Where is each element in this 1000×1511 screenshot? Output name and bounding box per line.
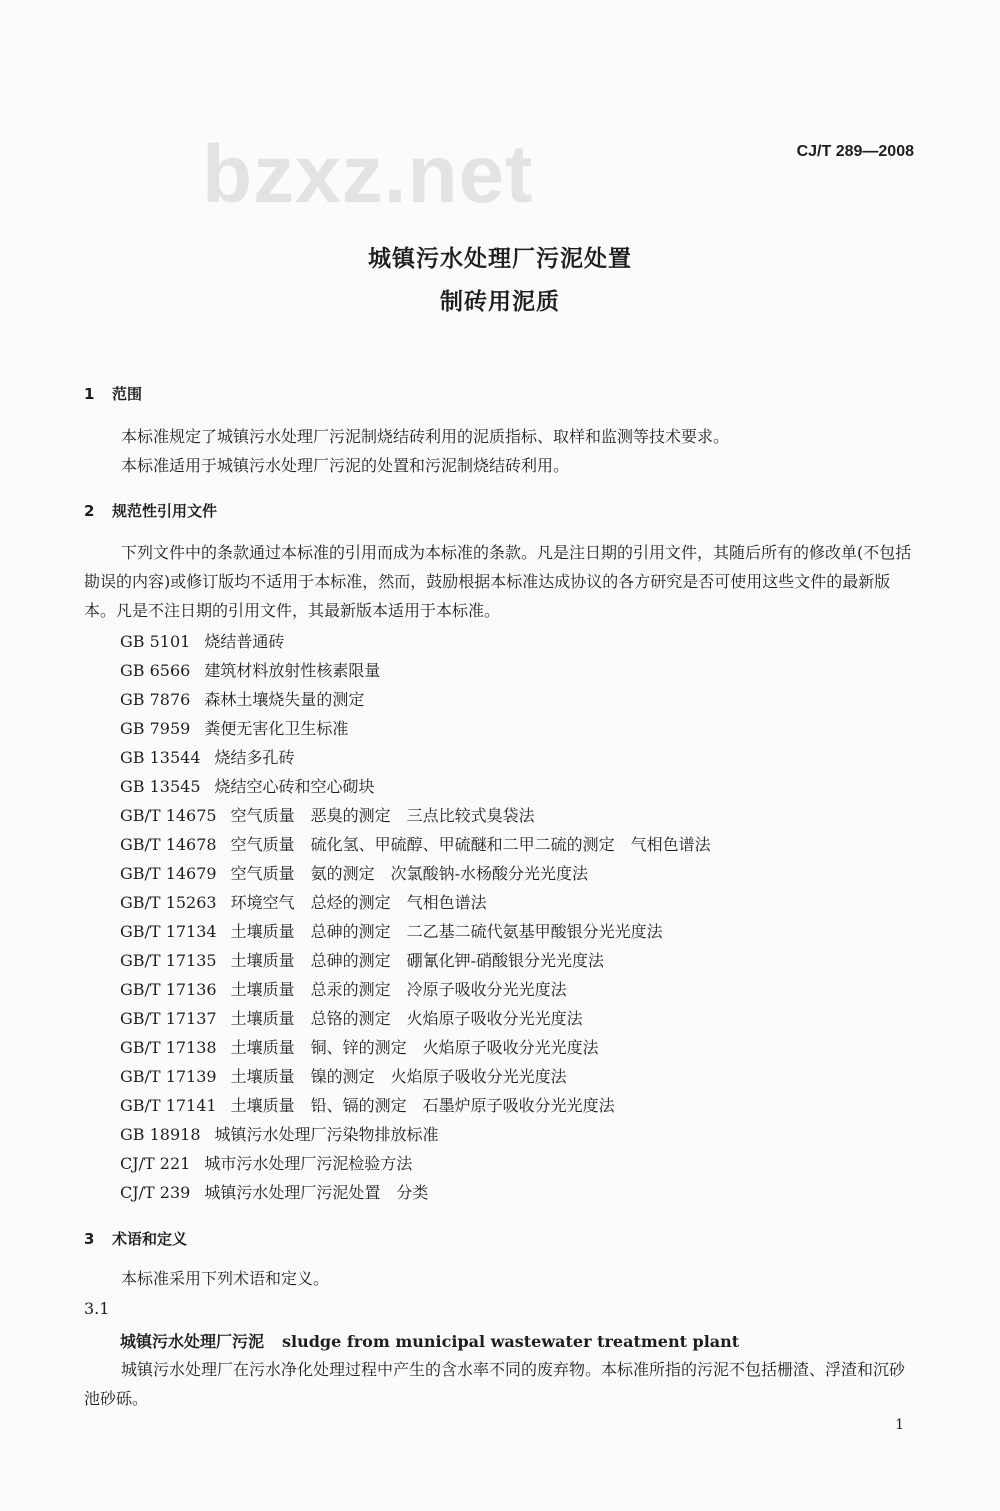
reference-code: GB 5101: [120, 632, 191, 651]
reference-title: 空气质量 硫化氢、甲硫醇、甲硫醚和二甲二硫的测定 气相色谱法: [230, 835, 711, 854]
reference-title: 城镇污水处理厂污泥处置 分类: [204, 1183, 429, 1202]
section-3-heading: [84, 1228, 187, 1249]
reference-code: GB/T 17134: [120, 922, 217, 941]
reference-title: 土壤质量 铅、镉的测定 石墨炉原子吸收分光光度法: [230, 1096, 615, 1115]
term-entry: [120, 1329, 739, 1352]
reference-title: 城镇污水处理厂污染物排放标准: [214, 1125, 439, 1144]
section-2-heading: [84, 500, 217, 521]
reference-item: [120, 859, 711, 888]
section-number: 3: [84, 1230, 95, 1248]
reference-item: [120, 917, 711, 946]
reference-title: 烧结多孔砖: [214, 748, 295, 767]
reference-title: 环境空气 总烃的测定 气相色谱法: [230, 893, 487, 912]
reference-item: [120, 627, 711, 656]
reference-list: [120, 627, 711, 1207]
reference-item: [120, 888, 711, 917]
reference-item: [120, 1149, 711, 1178]
term-definition: 城镇污水处理厂在污水净化处理过程中产生的含水率不同的废弃物。本标准所指的污泥不包括栅渣、浮渣和沉砂池砂砾。: [84, 1360, 906, 1408]
reference-title: 土壤质量 总砷的测定 二乙基二硫代氨基甲酸银分光光度法: [230, 922, 663, 941]
term-english: sludge from municipal wastewater treatment plant: [282, 1332, 740, 1351]
reference-code: GB/T 14678: [120, 835, 217, 854]
scope-paragraph-1: 本标准规定了城镇污水处理厂污泥制烧结砖利用的泥质指标、取样和监测等技术要求。: [121, 427, 730, 446]
reference-code: GB/T 14679: [120, 864, 217, 883]
reference-item: [120, 685, 711, 714]
reference-item: [120, 714, 711, 743]
scope-paragraph-2: 本标准适用于城镇污水处理厂污泥的处置和污泥制烧结砖利用。: [121, 456, 570, 475]
reference-title: 烧结普通砖: [204, 632, 285, 651]
reference-code: GB 13545: [120, 777, 201, 796]
reference-item: [120, 656, 711, 685]
reference-item: [120, 801, 711, 830]
section-title: 范围: [112, 385, 143, 403]
references-intro: 下列文件中的条款通过本标准的引用而成为本标准的条款。凡是注日期的引用文件，其随后所有的修改单(不包括勘误的内容)或修订版均不适用于本标准，然而，鼓励根据本标准达成协议的各方研究是否可使用这些文件的最新版本。凡是不注日期的引用文件，其最新版本适用于本标准。: [84, 543, 912, 620]
reference-item: [120, 946, 711, 975]
reference-title: 烧结空心砖和空心砌块: [214, 777, 375, 796]
section-number: 1: [84, 385, 95, 403]
reference-code: CJ/T 239: [120, 1183, 191, 1202]
reference-code: GB 13544: [120, 748, 201, 767]
reference-title: 粪便无害化卫生标准: [204, 719, 349, 738]
reference-title: 建筑材料放射性核素限量: [204, 661, 381, 680]
reference-code: GB/T 17141: [120, 1096, 217, 1115]
reference-code: GB 6566: [120, 661, 191, 680]
reference-item: [120, 830, 711, 859]
section-title: 规范性引用文件: [112, 502, 218, 520]
reference-code: GB/T 17138: [120, 1038, 217, 1057]
reference-code: GB 7959: [120, 719, 191, 738]
section-1-heading: [84, 383, 142, 404]
reference-item: [120, 772, 711, 801]
reference-title: 土壤质量 总铬的测定 火焰原子吸收分光光度法: [230, 1009, 583, 1028]
reference-title: 土壤质量 镍的测定 火焰原子吸收分光光度法: [230, 1067, 567, 1086]
reference-item: [120, 1091, 711, 1120]
reference-item: [120, 1120, 711, 1149]
page-number: 1: [895, 1417, 904, 1433]
reference-code: GB/T 15263: [120, 893, 217, 912]
terms-intro: 本标准采用下列术语和定义。: [121, 1269, 330, 1288]
reference-code: GB/T 17137: [120, 1009, 217, 1028]
reference-title: 空气质量 氨的测定 次氯酸钠-水杨酸分光光度法: [230, 864, 589, 883]
reference-code: GB/T 17135: [120, 951, 217, 970]
reference-code: GB 7876: [120, 690, 191, 709]
reference-item: [120, 1178, 711, 1207]
reference-code: CJ/T 221: [120, 1154, 191, 1173]
section-title: 术语和定义: [112, 1230, 188, 1248]
reference-title: 土壤质量 总汞的测定 冷原子吸收分光光度法: [230, 980, 567, 999]
reference-code: GB/T 17136: [120, 980, 217, 999]
reference-item: [120, 1033, 711, 1062]
standard-code: CJ/T 289—2008: [796, 143, 914, 160]
reference-item: [120, 743, 711, 772]
reference-code: GB/T 14675: [120, 806, 217, 825]
section-number: 2: [84, 502, 95, 520]
clause-number: 3.1: [84, 1299, 110, 1318]
reference-title: 空气质量 恶臭的测定 三点比较式臭袋法: [230, 806, 535, 825]
reference-item: [120, 975, 711, 1004]
reference-title: 城市污水处理厂污泥检验方法: [204, 1154, 413, 1173]
reference-item: [120, 1062, 711, 1091]
term-chinese: 城镇污水处理厂污泥: [120, 1332, 265, 1351]
reference-title: 森林土壤烧失量的测定: [204, 690, 365, 709]
reference-code: GB/T 17139: [120, 1067, 217, 1086]
reference-code: GB 18918: [120, 1125, 201, 1144]
reference-title: 土壤质量 铜、锌的测定 火焰原子吸收分光光度法: [230, 1038, 599, 1057]
reference-title: 土壤质量 总砷的测定 硼氰化钾-硝酸银分光光度法: [230, 951, 605, 970]
document-title-line2: 制砖用泥质: [440, 289, 560, 315]
document-title-line1: 城镇污水处理厂污泥处置: [368, 246, 632, 272]
reference-item: [120, 1004, 711, 1033]
watermark: bzxz.net: [202, 129, 534, 220]
